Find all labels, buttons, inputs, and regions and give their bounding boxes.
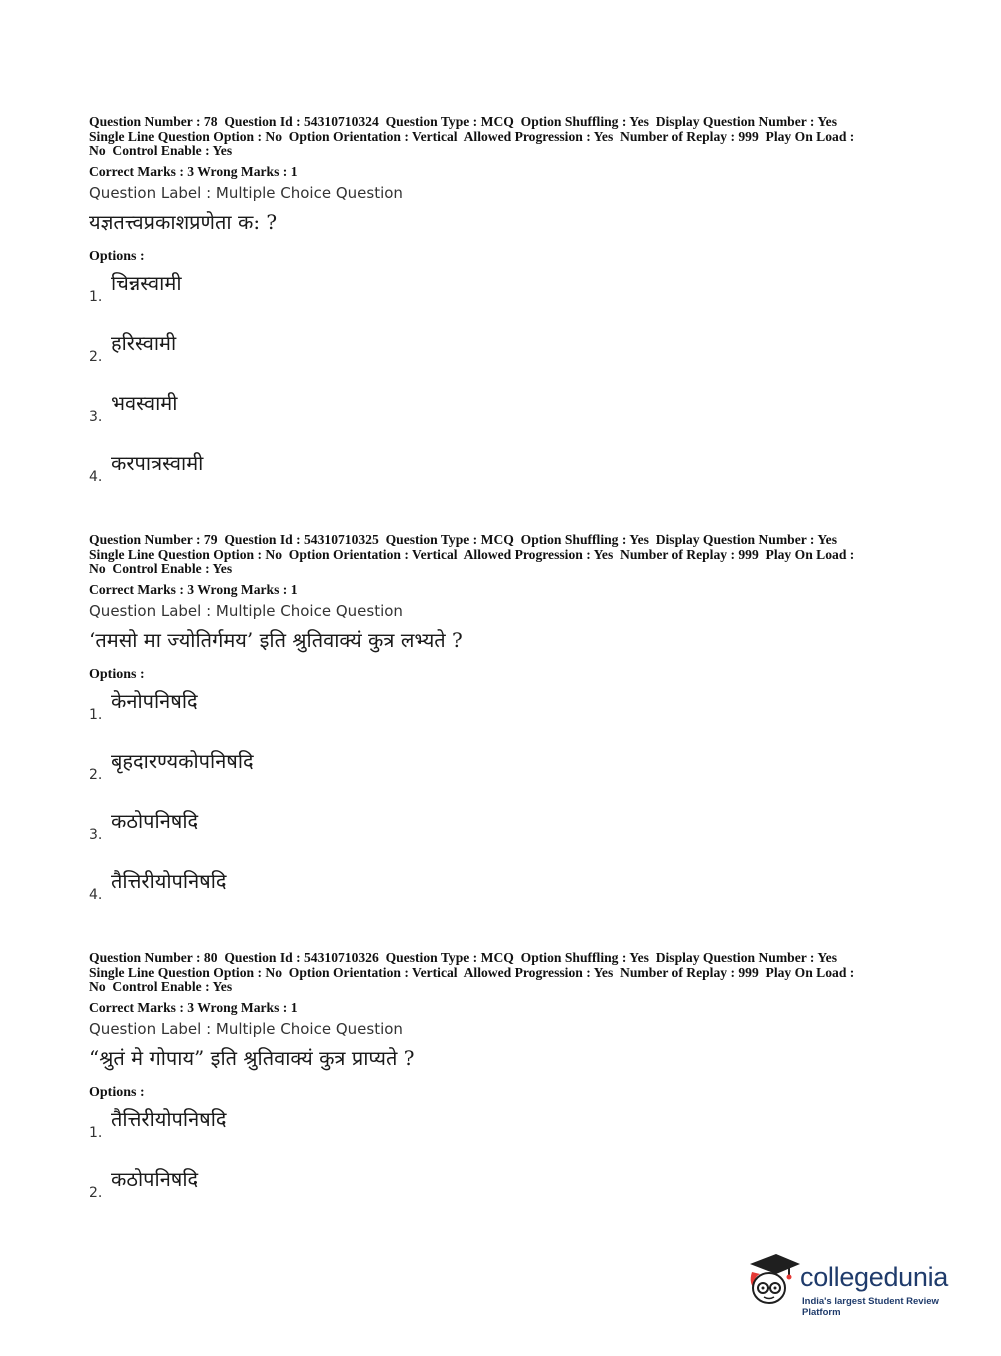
option-text: तैत्तिरीयोपनिषदि (111, 868, 227, 893)
option-text: चिन्नस्वामी (111, 270, 182, 295)
option-number: 1. (89, 1124, 103, 1141)
student-mascot-icon (742, 1250, 802, 1310)
option-item[interactable] (89, 385, 919, 445)
option-number: 1. (89, 288, 103, 305)
option-number: 2. (89, 1184, 103, 1201)
option-number: 1. (89, 706, 103, 723)
option-number: 4. (89, 886, 103, 903)
option-item[interactable] (89, 683, 919, 743)
options-heading: Options : (89, 666, 145, 682)
brand-name: collegedunia (800, 1262, 949, 1292)
option-number: 3. (89, 826, 103, 843)
question-marks: Correct Marks : 3 Wrong Marks : 1 (89, 999, 298, 1015)
option-text: कठोपनिषदि (111, 808, 199, 833)
option-number: 2. (89, 348, 103, 365)
question-marks: Correct Marks : 3 Wrong Marks : 1 (89, 581, 298, 597)
question-label: Question Label : Multiple Choice Question (89, 183, 403, 202)
option-item[interactable] (89, 1101, 919, 1161)
option-number: 2. (89, 766, 103, 783)
brand-tagline: India's largest Student Review Platform (802, 1296, 939, 1318)
option-text: हरिस्वामी (111, 330, 177, 355)
option-number: 4. (89, 468, 103, 485)
option-number: 3. (89, 408, 103, 425)
question-label: Question Label : Multiple Choice Question (89, 601, 403, 620)
option-item[interactable] (89, 863, 919, 923)
option-item[interactable] (89, 265, 919, 325)
option-item[interactable] (89, 325, 919, 385)
option-item[interactable] (89, 803, 919, 863)
question-marks: Correct Marks : 3 Wrong Marks : 1 (89, 163, 298, 179)
question-text: “श्रुतं मे गोपाय” इति श्रुतिवाक्यं कुत्र प्राप्यते ? (89, 1045, 415, 1070)
option-text: बृहदारण्यकोपनिषदि (111, 748, 254, 773)
collegedunia-logo[interactable] (742, 1250, 972, 1318)
option-text: भवस्वामी (111, 390, 178, 415)
options-heading: Options : (89, 248, 145, 264)
option-item[interactable] (89, 743, 919, 803)
question-meta: Question Number : 80 Question Id : 54310710326 Question Type : MCQ Option Shuffling : Yes Display Question Number : Yes Single Line Question Option : No Option Orientation : Vertical Allowed Progression : Yes Number of Replay : 999 Play On Load : No Control Enable : Yes (89, 950, 855, 994)
option-item[interactable] (89, 1161, 919, 1221)
option-item[interactable] (89, 445, 919, 505)
options-heading: Options : (89, 1084, 145, 1100)
question-block-78 (89, 115, 919, 505)
option-text: कठोपनिषदि (111, 1166, 199, 1191)
option-text: तैत्तिरीयोपनिषदि (111, 1106, 227, 1131)
option-text: करपात्रस्वामी (111, 450, 204, 475)
question-meta: Question Number : 79 Question Id : 54310710325 Question Type : MCQ Option Shuffling : Yes Display Question Number : Yes Single Line Question Option : No Option Orientation : Vertical Allowed Progression : Yes Number of Replay : 999 Play On Load : No Control Enable : Yes (89, 532, 855, 576)
question-text: ‘तमसो मा ज्योतिर्गमय’ इति श्रुतिवाक्यं कुत्र लभ्यते ? (89, 627, 463, 652)
question-block-79 (89, 533, 919, 923)
question-text: यज्ञतत्त्वप्रकाशप्रणेता क: ? (89, 209, 278, 234)
question-label: Question Label : Multiple Choice Question (89, 1019, 403, 1038)
option-text: केनोपनिषदि (111, 688, 198, 713)
question-meta: Question Number : 78 Question Id : 54310710324 Question Type : MCQ Option Shuffling : Yes Display Question Number : Yes Single Line Question Option : No Option Orientation : Vertical Allowed Progression : Yes Number of Replay : 999 Play On Load : No Control Enable : Yes (89, 114, 855, 158)
question-block-80 (89, 951, 919, 1221)
